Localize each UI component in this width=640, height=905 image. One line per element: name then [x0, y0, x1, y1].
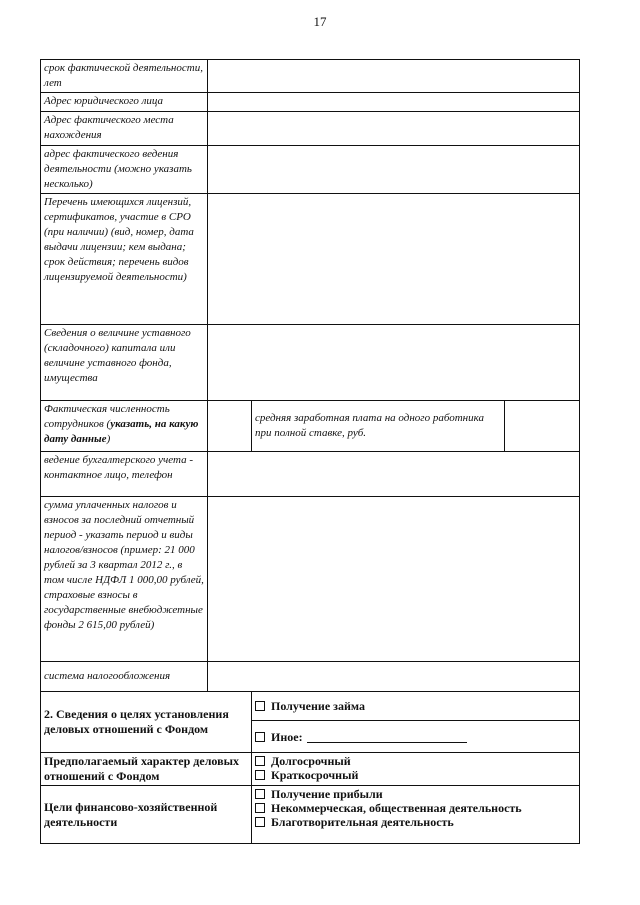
option-long-term[interactable]: Долгосрочный: [255, 754, 576, 768]
section2-title: 2. Сведения о целях установления деловых отношений с Фондом: [41, 692, 252, 753]
accounting-field[interactable]: [208, 452, 580, 497]
row-licenses: [41, 194, 580, 325]
row-taxes-paid: [41, 497, 580, 662]
goals-options: [252, 786, 580, 844]
row-capital: [41, 325, 580, 401]
row-section2-loan: [41, 692, 580, 721]
option-other[interactable]: Иное:: [252, 721, 580, 753]
row-accounting: [41, 452, 580, 497]
checkbox-noncommercial[interactable]: [255, 803, 265, 813]
legal-address-field[interactable]: [208, 93, 580, 112]
row-legal-address: [41, 93, 580, 112]
row-business-address: [41, 146, 580, 194]
questionnaire-table: [40, 59, 580, 844]
tax-system-label: система налогообложения: [41, 662, 208, 692]
business-address-label: адрес фактического ведения деятельности (можно указать несколько): [41, 146, 208, 194]
row-tax-system: [41, 662, 580, 692]
taxes-paid-label: сумма уплаченных налогов и взносов за последний отчетный период - указать период и виды налогов/взносов (пример: 21 000 рублей за 3 квартал 2012 г., в том числе НДФЛ 1 000,00 рублей, страховые взносы в государственные внебюджетные фонды 2 615,00 рублей): [41, 497, 208, 662]
headcount-field[interactable]: [208, 401, 252, 452]
taxes-paid-field[interactable]: [208, 497, 580, 662]
accounting-label: ведение бухгалтерского учета - контактное лицо, телефон: [41, 452, 208, 497]
other-input-line[interactable]: [307, 731, 467, 743]
relationship-options: [252, 753, 580, 786]
activity-term-field[interactable]: [208, 60, 580, 93]
relationship-title: Предполагаемый характер деловых отношений с Фондом: [41, 753, 252, 786]
activity-term-label: срок фактической деятельности, лет: [41, 60, 208, 93]
licenses-label: Перечень имеющихся лицензий, сертификатов, участие в СРО (при наличии) (вид, номер, дата выдачи лицензии; кем выдана; срок действия; перечень видов лицензируемой деятельности): [41, 194, 208, 325]
licenses-field[interactable]: [208, 194, 580, 325]
avg-salary-label: средняя заработная плата на одного работника при полной ставке, руб.: [252, 401, 505, 452]
legal-address-label: Адрес юридического лица: [41, 93, 208, 112]
checkbox-short-term[interactable]: [255, 770, 265, 780]
checkbox-long-term[interactable]: [255, 756, 265, 766]
goals-title: Цели финансово-хозяйственной деятельности: [41, 786, 252, 844]
row-relationship: [41, 753, 580, 786]
page-number: 17: [313, 14, 327, 29]
actual-location-field[interactable]: [208, 112, 580, 146]
checkbox-profit[interactable]: [255, 789, 265, 799]
row-goals: [41, 786, 580, 844]
avg-salary-field[interactable]: [505, 401, 580, 452]
capital-field[interactable]: [208, 325, 580, 401]
option-profit[interactable]: Получение прибыли: [255, 787, 576, 801]
checkbox-other[interactable]: [255, 732, 265, 742]
headcount-label: Фактическая численность сотрудников (указать, на какую дату данные): [41, 401, 208, 452]
row-actual-location: [41, 112, 580, 146]
capital-label: Сведения о величине уставного (складочного) капитала или величине уставного фонда, имущества: [41, 325, 208, 401]
business-address-field[interactable]: [208, 146, 580, 194]
option-charity[interactable]: Благотворительная деятельность: [255, 815, 576, 829]
checkbox-charity[interactable]: [255, 817, 265, 827]
checkbox-loan[interactable]: [255, 701, 265, 711]
option-loan[interactable]: Получение займа: [252, 692, 580, 721]
row-activity-term: [41, 60, 580, 93]
tax-system-field[interactable]: [208, 662, 580, 692]
option-short-term[interactable]: Краткосрочный: [255, 768, 576, 782]
option-noncommercial[interactable]: Некоммерческая, общественная деятельность: [255, 801, 576, 815]
actual-location-label: Адрес фактического места нахождения: [41, 112, 208, 146]
row-headcount: [41, 401, 580, 452]
